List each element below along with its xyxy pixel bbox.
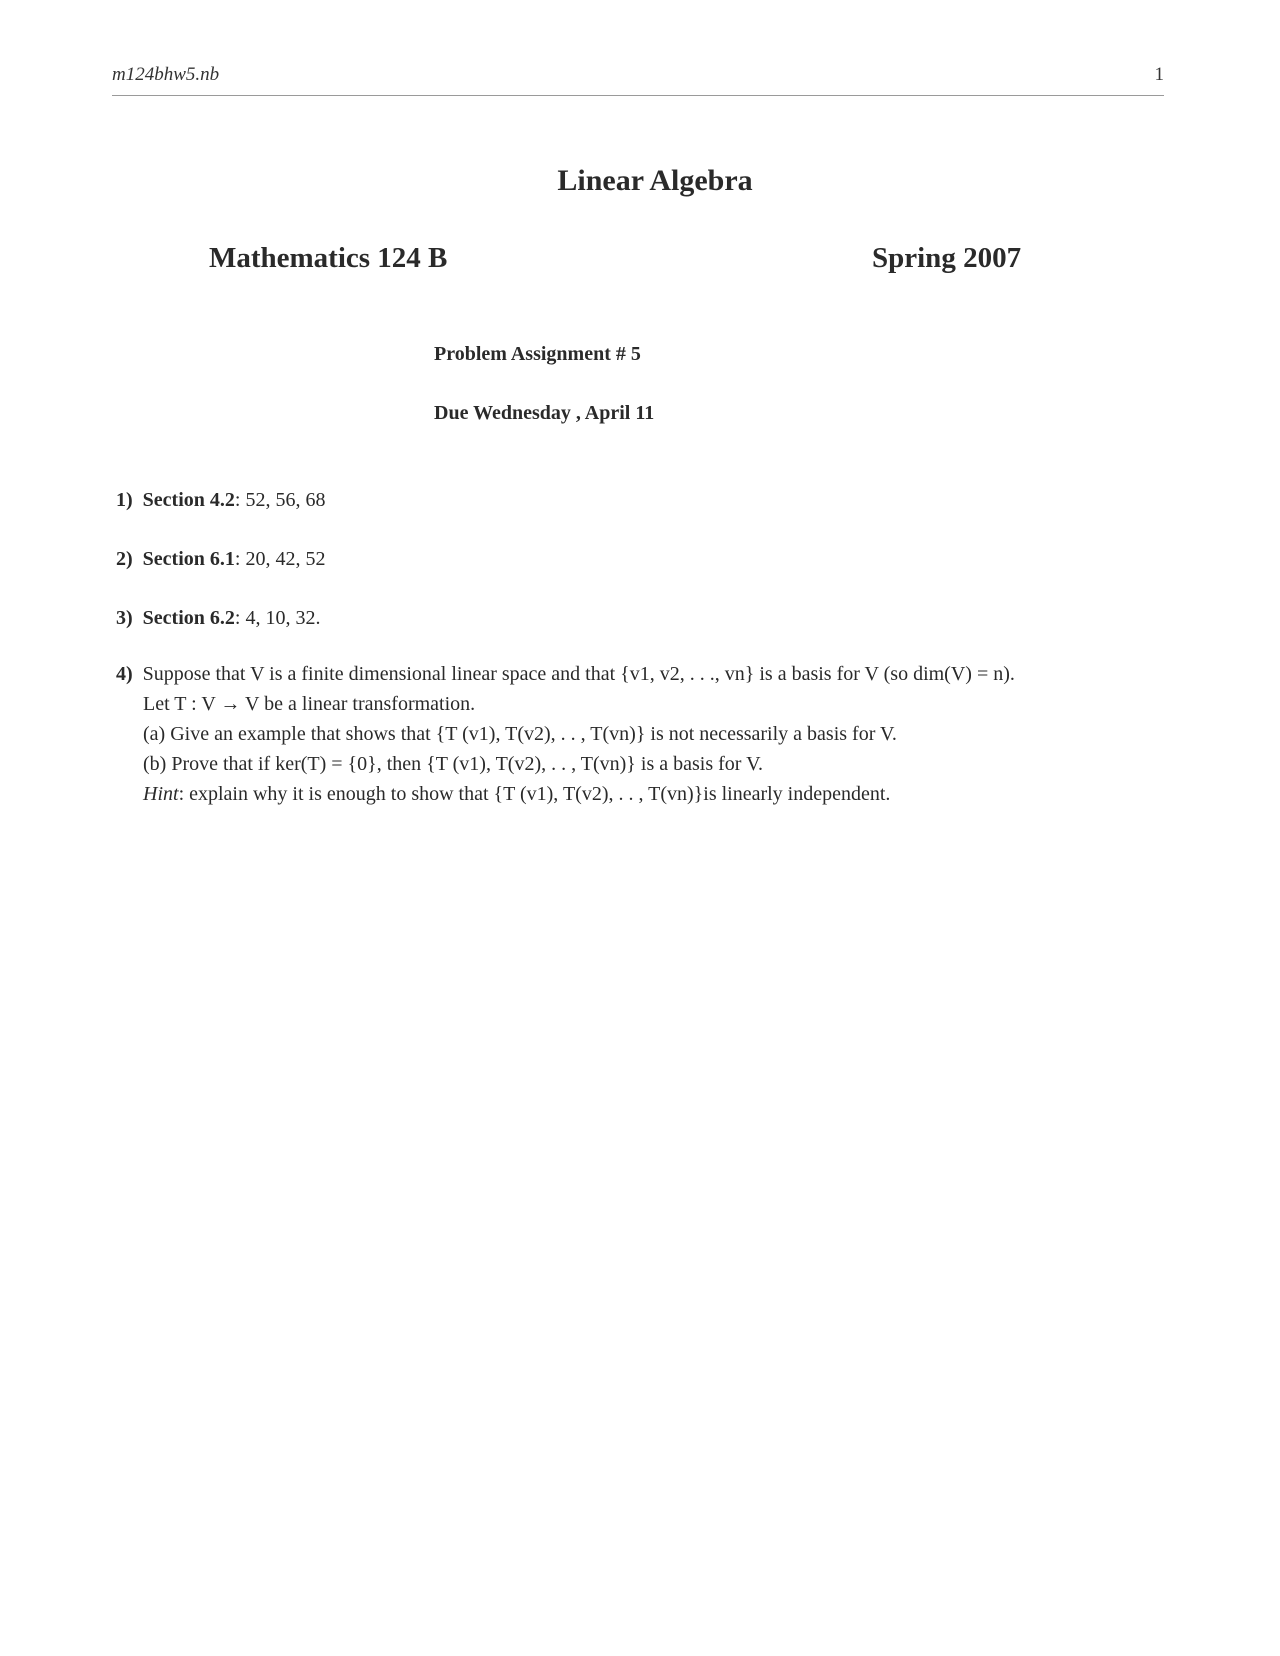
course-term: Spring 2007 <box>872 242 1022 274</box>
page-number: 1 <box>1154 64 1164 85</box>
problem-items: : 20, 42, 52 <box>234 548 326 570</box>
problem-4-statement: Suppose that V is a finite dimensional linear space and that {v1, v2, . . ., vn} is a basis for V (so dim(V) = n). <box>142 663 1015 685</box>
problem-4-part-b: (b) Prove that if ker(T) = {0}, then {T (v1), T(v2), . . , T(vn)} is a basis for V. <box>143 753 763 775</box>
problem-number: 4) <box>116 663 133 685</box>
hint-label: Hint <box>143 783 179 805</box>
assignment-heading: Problem Assignment # 5 <box>434 343 641 365</box>
problem-section: Section 4.2 <box>142 489 235 511</box>
page-header <box>112 62 1164 96</box>
problem-number: 2) <box>116 548 133 570</box>
problem-items: : 4, 10, 32. <box>234 607 321 629</box>
course-name: Mathematics 124 B <box>209 242 448 274</box>
problem-1 <box>116 485 325 515</box>
problem-4-hint <box>116 779 1015 809</box>
problem-4 <box>116 659 1015 809</box>
notebook-filename: m124bhw5.nb <box>112 64 220 85</box>
problem-2 <box>116 544 325 574</box>
problem-items: : 52, 56, 68 <box>234 489 326 511</box>
problem-section: Section 6.1 <box>142 548 235 570</box>
problem-4-line-1 <box>116 659 1015 689</box>
problem-number: 1) <box>116 489 133 511</box>
problem-4-line-2: Let T : V → V be a linear transformation. <box>143 693 476 715</box>
problem-number: 3) <box>116 607 133 629</box>
document-title: Linear Algebra <box>557 164 753 197</box>
hint-text: : explain why it is enough to show that {T (v1), T(v2), . . , T(vn)}is linearly independent. <box>178 783 891 805</box>
problem-3 <box>116 603 320 633</box>
due-date: Due Wednesday , April 11 <box>434 402 655 424</box>
problem-4-part-a: (a) Give an example that shows that {T (v1), T(v2), . . , T(vn)} is not necessarily a basis for V. <box>143 723 897 745</box>
problem-section: Section 6.2 <box>142 607 235 629</box>
